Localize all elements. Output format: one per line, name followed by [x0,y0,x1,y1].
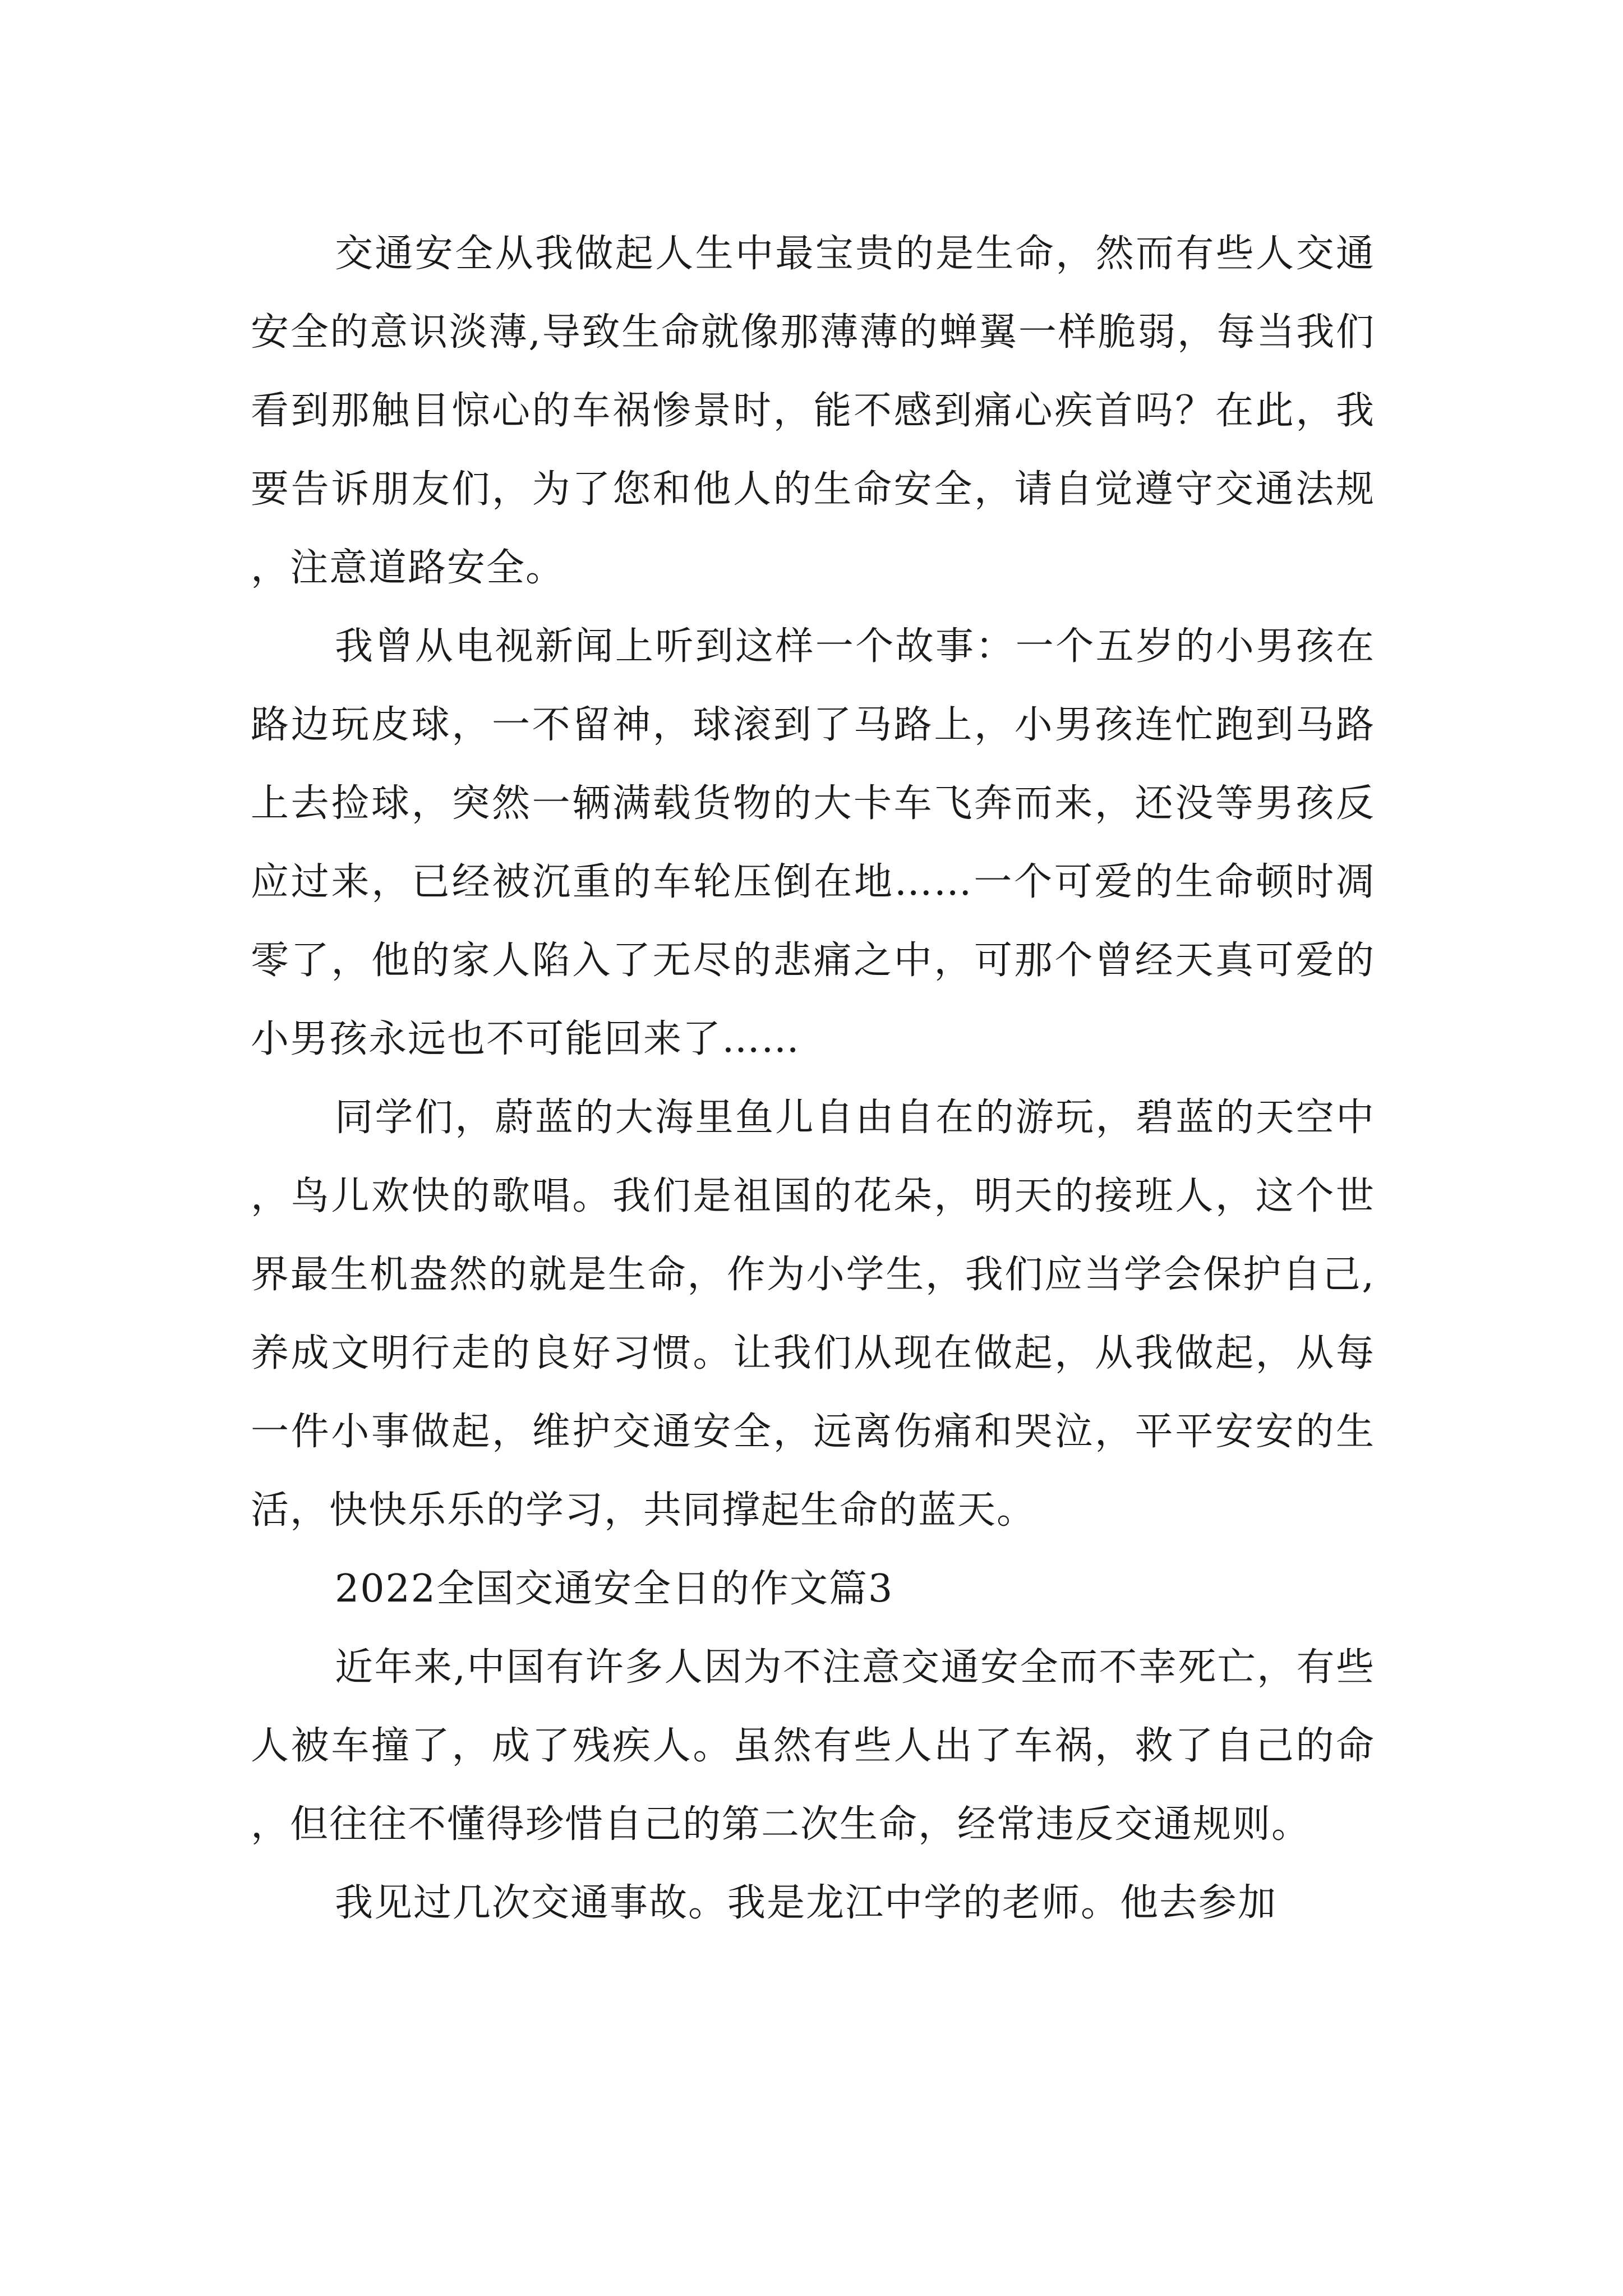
paragraph-4: 近年来,中国有许多人因为不注意交通安全而不幸死亡，有些人被车撞了，成了残疾人。虽然有些人出了车祸，救了自己的命，但往往不懂得珍惜自己的第二次生命，经常违反交通规则。 [251,1645,1375,1847]
paragraph-3: 同学们，蔚蓝的大海里鱼儿自由自在的游玩，碧蓝的天空中，鸟儿欢快的歌唱。我们是祖国的花朵，明天的接班人，这个世界最生机盎然的就是生命，作为小学生，我们应当学会保护自己,养成文明行走的良好习惯。让我们从现在做起，从我做起，从每一件小事做起，维护交通安全，远离伤痛和哭泣，平平安安的生活，快快乐乐的学习，共同撑起生命的蓝天。 [251,1096,1375,1533]
paragraph-1: 交通安全从我做起人生中最宝贵的是生命，然而有些人交通安全的意识淡薄,导致生命就像那薄薄的蝉翼一样脆弱，每当我们看到那触目惊心的车祸惨景时，能不感到痛心疾首吗？在此，我要告诉朋友们，为了您和他人的生命安全，请自觉遵守交通法规，注意道路安全。 [251,232,1375,590]
paragraph-2: 我曾从电视新闻上听到这样一个故事：一个五岁的小男孩在路边玩皮球，一不留神，球滚到了马路上，小男孩连忙跑到马路上去捡球，突然一辆满载货物的大卡车飞奔而来，还没等男孩反应过来，已经被沉重的车轮压倒在地……一个可爱的生命顿时凋零了，他的家人陷入了无尽的悲痛之中，可那个曾经天真可爱的小男孩永远也不可能回来了…… [251,624,1375,1061]
paragraph-5: 我见过几次交通事故。我是龙江中学的老师。他去参加 [335,1881,1278,1925]
document-body [251,215,1375,1943]
section-heading: 2022全国交通安全日的作文篇3 [335,1567,894,1611]
